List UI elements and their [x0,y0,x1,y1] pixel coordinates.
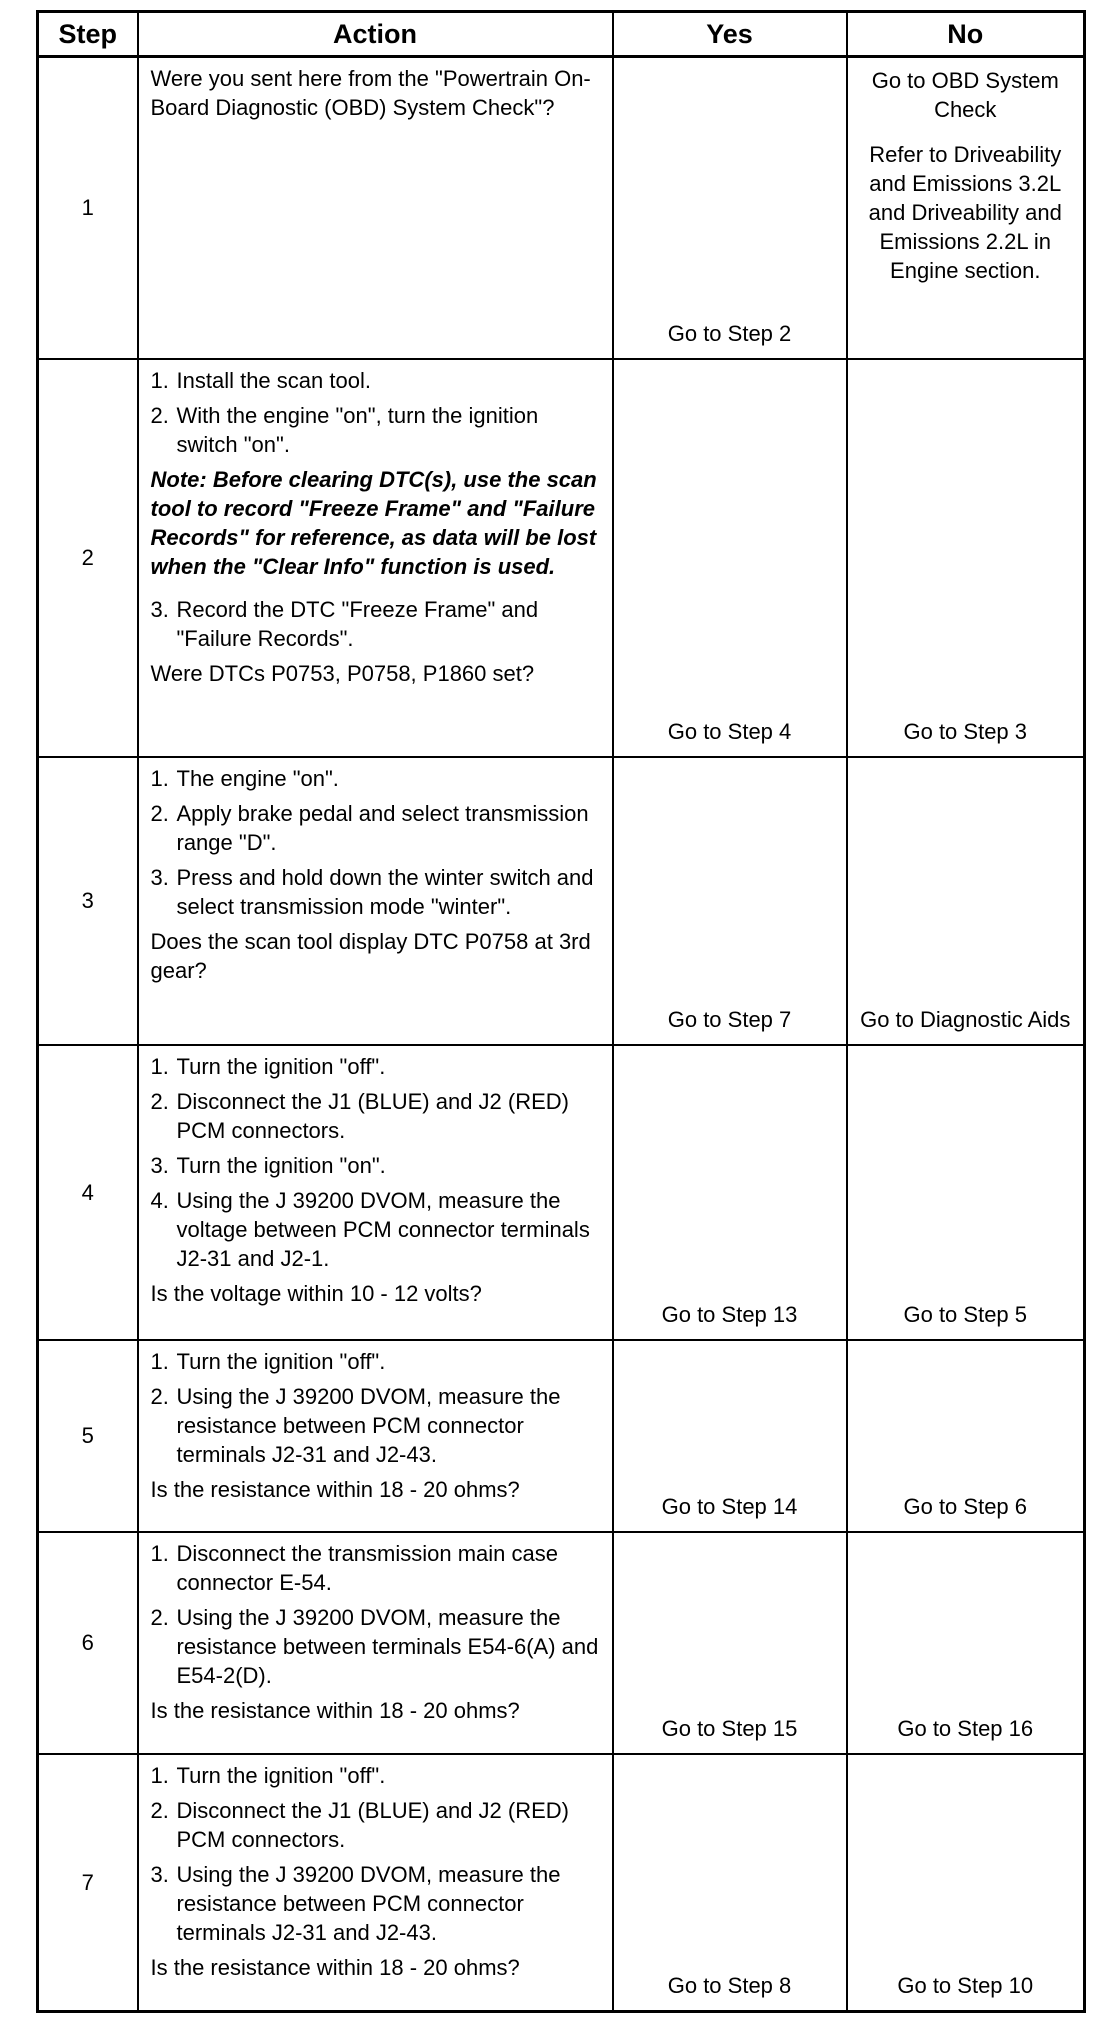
action-item: 1. Turn the ignition "off". [150,1348,386,1374]
action-question: Does the scan tool display DTC P0758 at 3rd gear? [150,928,591,983]
no-cell: Go to Step 5 [847,1045,1085,1340]
step-number: 2 [38,359,138,757]
no-cell: Go to Diagnostic Aids [847,757,1085,1045]
action-item: 1. Turn the ignition "off". [150,1053,386,1079]
action-item: 3. Turn the ignition "on". [150,1152,386,1178]
step-number: 1 [38,57,138,359]
table-row [38,1045,1085,1340]
header-yes: Yes [613,12,847,57]
action-cell [138,1532,613,1754]
action-item: 1. Turn the ignition "off". [150,1762,386,1788]
action-cell [138,1754,613,2012]
no-secondary: Refer to Driveability and Emissions 3.2L and Driveability and Emissions 2.2L in Engine section. [868,142,1062,283]
action-question: Is the resistance within 18 - 20 ohms? [150,1476,520,1502]
table-row [38,359,1085,757]
action-item: 1. Disconnect the transmission main case connector E-54. [150,1540,558,1595]
action-item: 1. Install the scan tool. [150,367,371,393]
header-row [38,12,1085,57]
action-question: Is the voltage within 10 - 12 volts? [150,1280,482,1306]
action-cell [138,57,613,359]
action-cell [138,1340,613,1532]
action-item: 2. With the engine "on", turn the ignition switch "on". [150,402,539,457]
action-item: 2. Disconnect the J1 (BLUE) and J2 (RED) PCM connectors. [150,1088,569,1143]
action-item: 1. The engine "on". [150,765,339,791]
action-item: 3. Using the J 39200 DVOM, measure the resistance between PCM connector terminals J2-31 and J2-43. [150,1861,561,1945]
no-cell [847,57,1085,359]
no-cell: Go to Step 16 [847,1532,1085,1754]
yes-cell: Go to Step 8 [613,1754,847,2012]
action-item: 4. Using the J 39200 DVOM, measure the voltage between PCM connector terminals J2-31 and J2-1. [150,1187,590,1271]
table-row [38,1340,1085,1532]
action-question: Were you sent here from the "Powertrain On-Board Diagnostic (OBD) System Check"? [150,66,591,120]
header-step: Step [38,12,138,57]
no-cell: Go to Step 6 [847,1340,1085,1532]
action-item: 2. Disconnect the J1 (BLUE) and J2 (RED) PCM connectors. [150,1797,569,1852]
header-no: No [847,12,1085,57]
step-number: 7 [38,1754,138,2012]
step-number: 5 [38,1340,138,1532]
yes-cell: Go to Step 7 [613,757,847,1045]
yes-cell: Go to Step 2 [613,57,847,359]
action-cell [138,1045,613,1340]
action-item: 3. Record the DTC "Freeze Frame" and "Failure Records". [150,596,539,651]
action-cell [138,359,613,757]
action-item: 2. Apply brake pedal and select transmission range "D". [150,800,589,855]
action-item: 2. Using the J 39200 DVOM, measure the resistance between PCM connector terminals J2-31 and J2-43. [150,1383,561,1467]
step-number: 6 [38,1532,138,1754]
action-question: Were DTCs P0753, P0758, P1860 set? [150,660,535,686]
no-primary: Go to OBD System Check [871,68,1059,122]
no-cell: Go to Step 10 [847,1754,1085,2012]
table-row [38,1754,1085,2012]
header-action: Action [138,12,613,57]
yes-cell: Go to Step 15 [613,1532,847,1754]
action-question: Is the resistance within 18 - 20 ohms? [150,1697,520,1723]
action-item: 2. Using the J 39200 DVOM, measure the resistance between terminals E54-6(A) and E54-2(D). [150,1604,599,1688]
yes-cell: Go to Step 14 [613,1340,847,1532]
table-row [38,757,1085,1045]
diagnostic-table [36,10,1086,2013]
step-number: 3 [38,757,138,1045]
action-item: 3. Press and hold down the winter switch and select transmission mode "winter". [150,864,594,919]
yes-cell: Go to Step 4 [613,359,847,757]
no-cell: Go to Step 3 [847,359,1085,757]
action-cell [138,757,613,1045]
table-row [38,1532,1085,1754]
action-question: Is the resistance within 18 - 20 ohms? [150,1954,520,1980]
action-note: Note: Before clearing DTC(s), use the scan tool to record "Freeze Frame" and "Failure Records" for reference, as data will be lost when the "Clear Info" function is used. [150,466,597,579]
table-row [38,57,1085,359]
step-number: 4 [38,1045,138,1340]
yes-cell: Go to Step 13 [613,1045,847,1340]
